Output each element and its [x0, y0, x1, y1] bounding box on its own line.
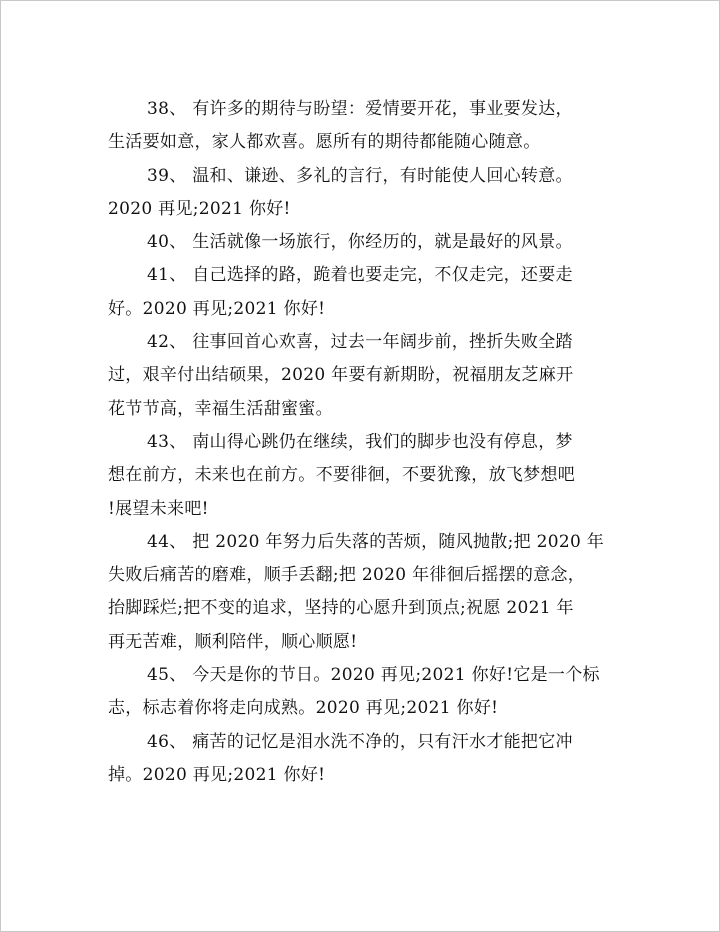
paragraph-38: [108, 93, 614, 160]
text-line: 43、 南山得心跳仍在继续，我们的脚步也没有停息，梦: [147, 431, 573, 452]
text-line: 失败后痛苦的磨难，顺手丢翻;把 2020 年徘徊后摇摆的意念，: [108, 565, 586, 586]
document-body: [108, 93, 614, 792]
paragraph-46: [108, 726, 614, 793]
text-line: 生活要如意，家人都欢喜。愿所有的期待都能随心随意。: [108, 132, 541, 153]
text-line: 46、 痛苦的记忆是泪水洗不净的，只有汗水才能把它冲: [147, 731, 573, 752]
text-line: 掉。2020 再见;2021 你好!: [108, 764, 326, 785]
text-line: 45、 今天是你的节日。2020 再见;2021 你好!它是一个标: [147, 665, 600, 686]
text-line: 38、 有许多的期待与盼望：爱情要开花，事业要发达，: [147, 99, 573, 119]
text-line: 好。2020 再见;2021 你好!: [108, 298, 326, 319]
text-line: 39、 温和、谦逊、多礼的言行，有时能使人回心转意。: [147, 165, 573, 186]
text-line: 抬脚踩烂;把不变的追求，坚持的心愿升到顶点;祝愿 2021 年: [108, 598, 574, 619]
paragraph-43: [108, 426, 614, 526]
paragraph-45: [108, 659, 614, 726]
text-line: 42、 往事回首心欢喜，过去一年阔步前，挫折失败全踏: [147, 332, 573, 353]
text-line: 花节节高，幸福生活甜蜜蜜。: [108, 398, 333, 419]
paragraph-40: [108, 226, 614, 259]
text-line: 2020 再见;2021 你好!: [108, 198, 291, 219]
text-line: 志，标志着你将走向成熟。2020 再见;2021 你好!: [108, 698, 499, 719]
text-line: 再无苦难，顺利陪伴，顺心顺愿!: [108, 631, 358, 652]
text-line: 过，艰辛付出结硕果，2020 年要有新期盼，祝福朋友芝麻开: [108, 365, 574, 386]
text-line: 44、 把 2020 年努力后失落的苦烦，随风抛散;把 2020 年: [147, 531, 605, 552]
text-line: 40、 生活就像一场旅行，你经历的，就是最好的风景。: [147, 232, 573, 253]
paragraph-39: [108, 160, 614, 227]
paragraph-44: [108, 526, 614, 659]
paragraph-42: [108, 326, 614, 426]
text-line: 41、 自己选择的路，跪着也要走完，不仅走完，还要走: [147, 265, 573, 286]
paragraph-41: [108, 259, 614, 326]
text-line: !展望未来吧!: [108, 498, 209, 519]
text-line: 想在前方，未来也在前方。不要徘徊，不要犹豫，放飞梦想吧: [108, 465, 576, 486]
